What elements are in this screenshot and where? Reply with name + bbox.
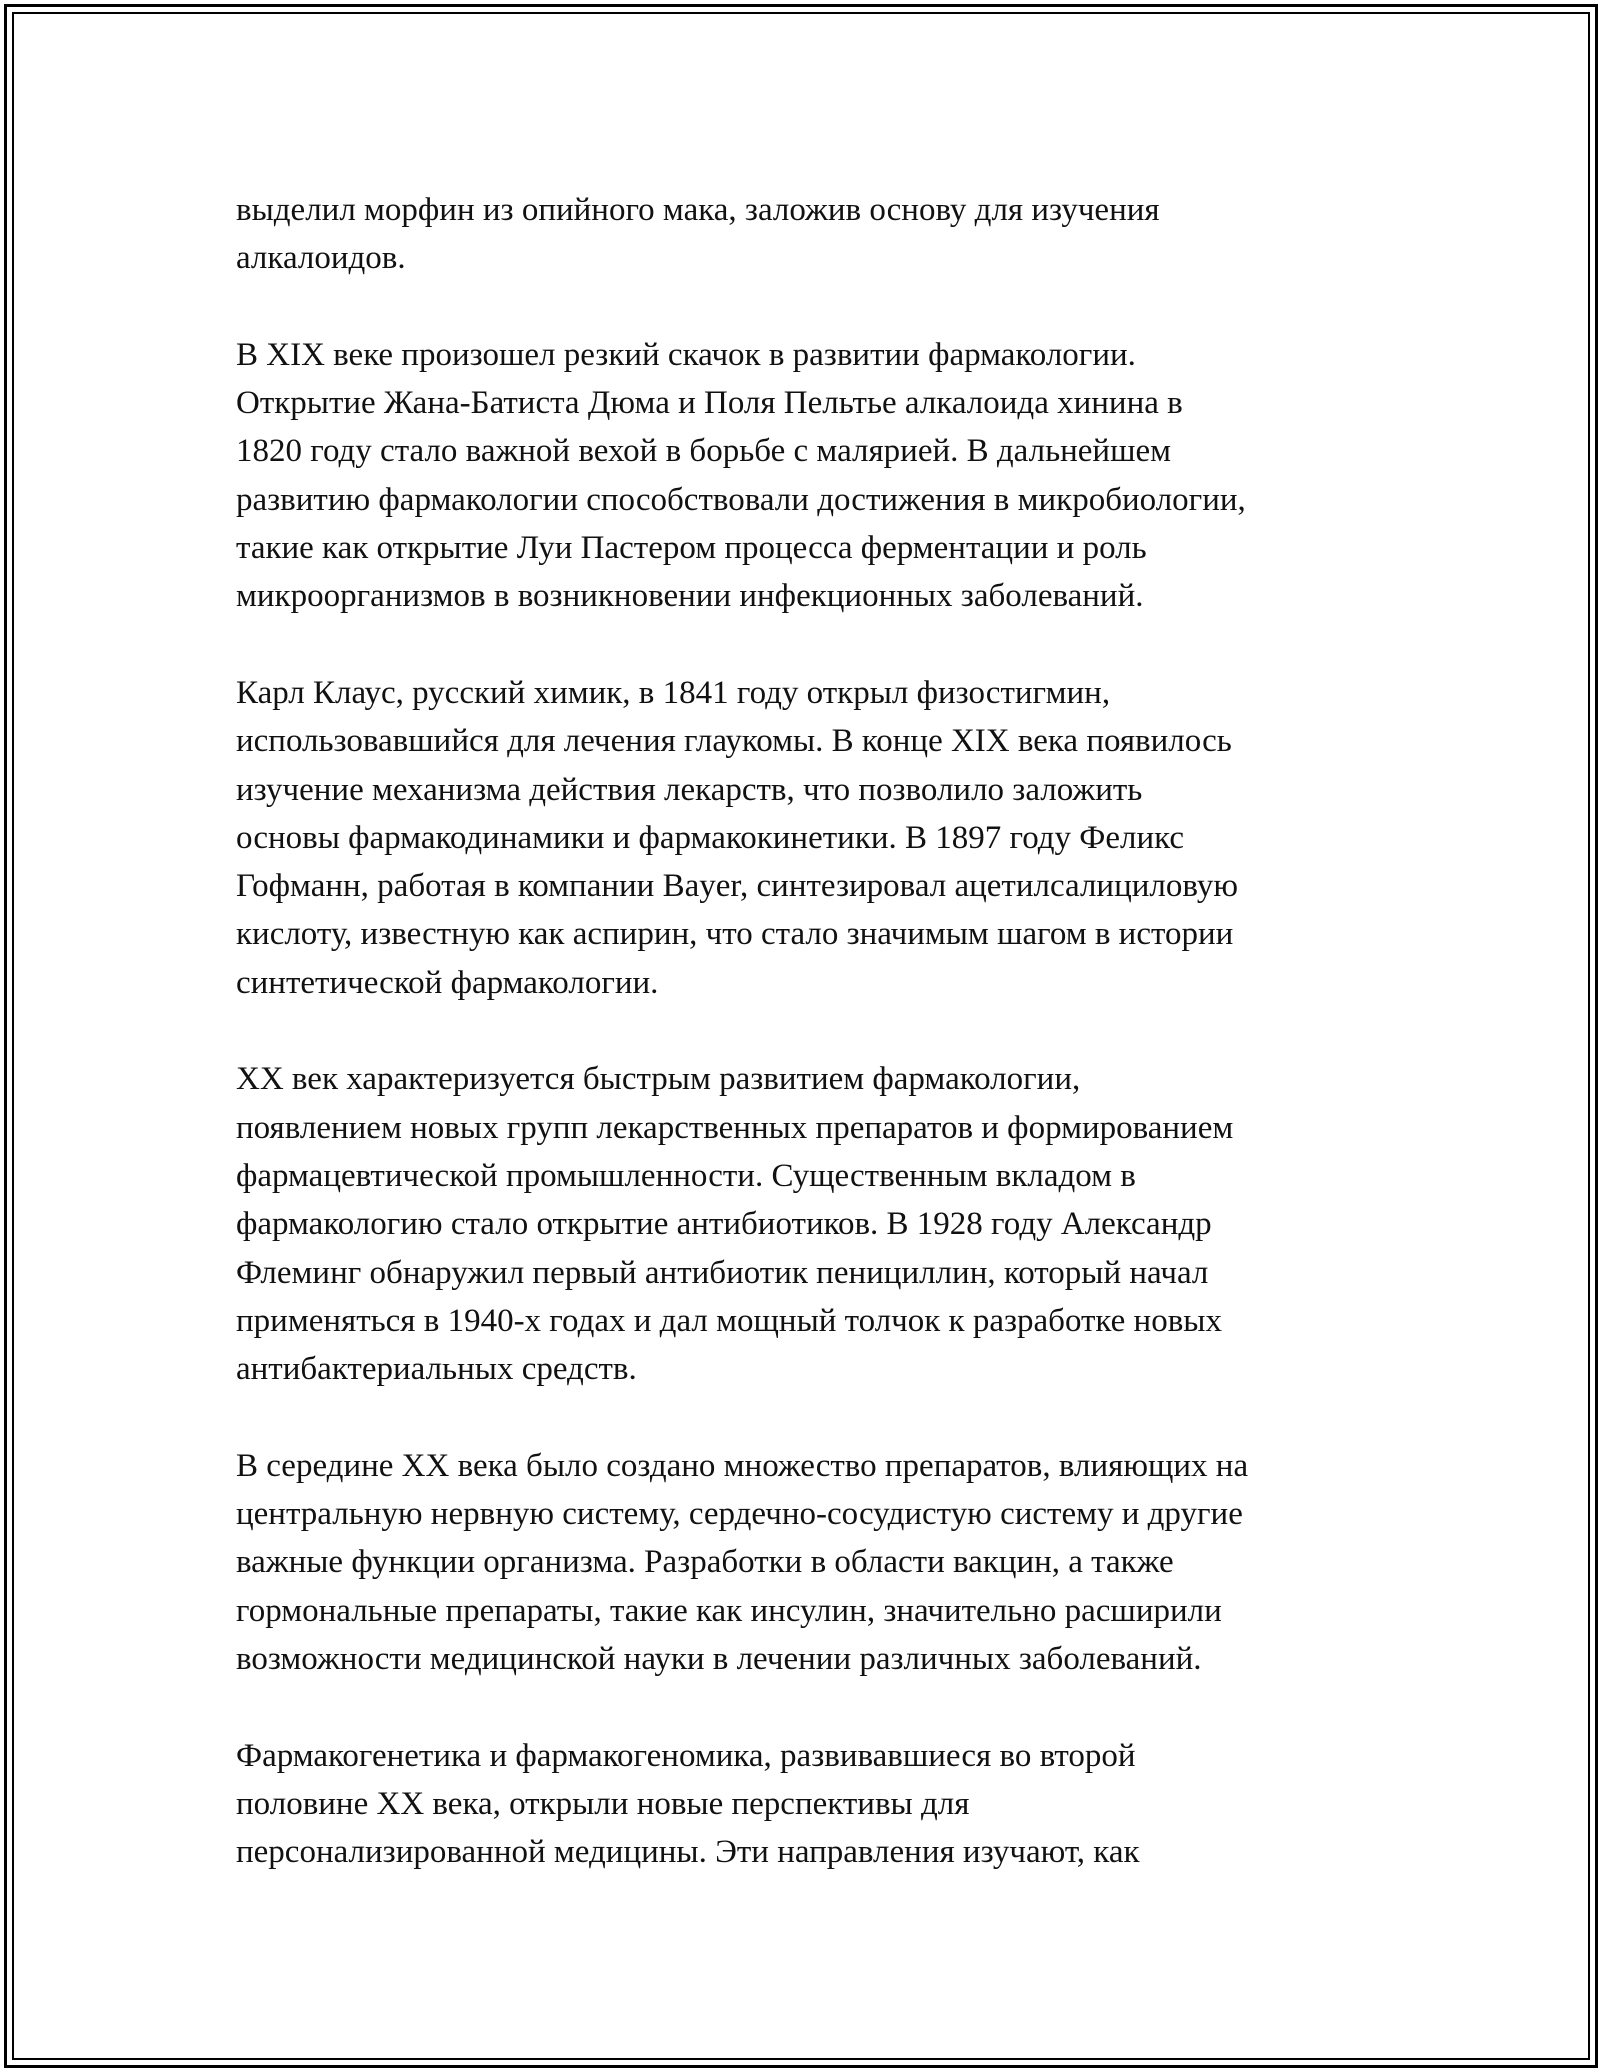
text-line: Карл Клаус, русский химик, в 1841 году открыл физостигмин,	[236, 674, 1111, 711]
text-line: половине XX века, открыли новые перспективы для	[236, 1785, 970, 1822]
paragraph-1	[236, 186, 1366, 283]
paragraph-2	[236, 331, 1366, 621]
text-line: важные функции организма. Разработки в области вакцин, а также	[236, 1544, 1174, 1581]
text-line: 1820 году стало важной вехой в борьбе с малярией. В дальнейшем	[236, 433, 1172, 470]
text-line: Открытие Жана-Батиста Дюма и Поля Пельтье алкалоида хинина в	[236, 385, 1183, 422]
text-line: использовавшийся для лечения глаукомы. В конце XIX века появилось	[236, 723, 1232, 760]
paragraph-6	[236, 1732, 1366, 1877]
text-line: персонализированной медицины. Эти направления изучают, как	[236, 1834, 1140, 1871]
text-line: возможности медицинской науки в лечении различных заболеваний.	[236, 1640, 1202, 1677]
paragraph-4	[236, 1055, 1366, 1393]
text-line: центральную нервную систему, сердечно-сосудистую систему и другие	[236, 1496, 1243, 1533]
text-line: Фармакогенетика и фармакогеномика, развивавшиеся во второй	[236, 1737, 1136, 1774]
text-line: выделил морфин из опийного мака, заложив основу для изучения	[236, 192, 1160, 228]
text-line: антибактериальных средств.	[236, 1351, 637, 1388]
paragraph-3	[236, 669, 1366, 1007]
text-line: фармакологию стало открытие антибиотиков. В 1928 году Александр	[236, 1206, 1212, 1243]
paragraph-5	[236, 1442, 1366, 1683]
text-line: гормональные препараты, такие как инсулин, значительно расширили	[236, 1592, 1222, 1629]
text-line: Флеминг обнаружил первый антибиотик пенициллин, который начал	[236, 1254, 1209, 1291]
document-body	[236, 186, 1366, 1925]
text-line: В XIX веке произошел резкий скачок в развитии фармакологии.	[236, 336, 1136, 373]
text-line: кислоту, известную как аспирин, что стало значимым шагом в истории	[236, 916, 1234, 953]
text-line: применяться в 1940-х годах и дал мощный толчок к разработке новых	[236, 1302, 1222, 1339]
text-line: появлением новых групп лекарственных препаратов и формированием	[236, 1109, 1234, 1146]
text-line: синтетической фармакологии.	[236, 964, 659, 1001]
text-line: основы фармакодинамики и фармакокинетики. В 1897 году Феликс	[236, 819, 1185, 856]
text-line: XX век характеризуется быстрым развитием фармакологии,	[236, 1061, 1081, 1098]
text-line: микроорганизмов в возникновении инфекционных заболеваний.	[236, 578, 1144, 615]
text-line: В середине XX века было создано множество препаратов, влияющих на	[236, 1447, 1249, 1484]
text-line: алкалоидов.	[236, 240, 406, 277]
text-line: такие как открытие Луи Пастером процесса ферментации и роль	[236, 530, 1147, 567]
text-line: изучение механизма действия лекарств, что позволило заложить	[236, 771, 1143, 808]
text-line: фармацевтической промышленности. Существенным вкладом в	[236, 1157, 1136, 1194]
text-line: развитию фармакологии способствовали достижения в микробиологии,	[236, 481, 1246, 518]
text-line: Гофманн, работая в компании Bayer, синтезировал ацетилсалициловую	[236, 868, 1238, 905]
